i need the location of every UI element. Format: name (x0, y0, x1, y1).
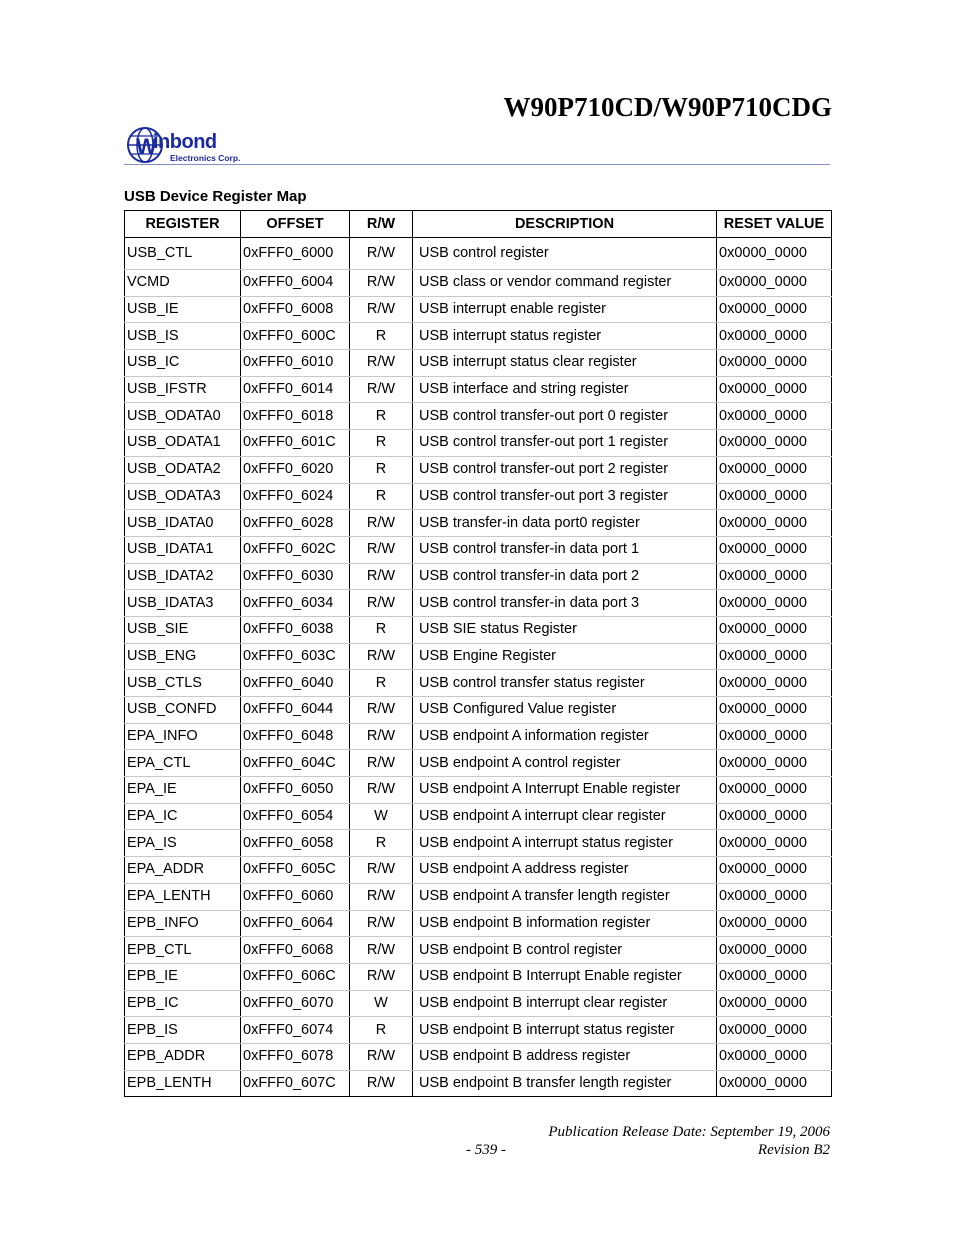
cell-offset: 0xFFF0_6020 (241, 456, 350, 483)
cell-access: R/W (350, 750, 413, 777)
cell-offset: 0xFFF0_6044 (241, 697, 350, 724)
cell-offset: 0xFFF0_6008 (241, 296, 350, 323)
column-header-reset-value: RESET VALUE (717, 211, 832, 238)
cell-description: USB endpoint A control register (413, 750, 717, 777)
table-row (125, 697, 832, 724)
cell-description: USB endpoint A information register (413, 723, 717, 750)
table-row (125, 963, 832, 990)
cell-reset-value: 0x0000_0000 (717, 910, 832, 937)
cell-offset: 0xFFF0_6040 (241, 670, 350, 697)
cell-access: R/W (350, 536, 413, 563)
cell-register-name: USB_SIE (125, 616, 241, 643)
cell-offset: 0xFFF0_6030 (241, 563, 350, 590)
table-row (125, 937, 832, 964)
cell-offset: 0xFFF0_601C (241, 430, 350, 457)
cell-access: R/W (350, 296, 413, 323)
cell-description: USB interrupt status register (413, 323, 717, 350)
cell-reset-value: 0x0000_0000 (717, 697, 832, 724)
logo-letter: W (136, 134, 157, 159)
cell-access: R (350, 430, 413, 457)
cell-register-name: EPB_IE (125, 963, 241, 990)
header-rule (124, 164, 830, 165)
table-row (125, 643, 832, 670)
cell-access: R (350, 456, 413, 483)
page-number: - 539 - (466, 1142, 506, 1158)
cell-description: USB endpoint B interrupt clear register (413, 990, 717, 1017)
cell-description: USB endpoint A transfer length register (413, 883, 717, 910)
table-row (125, 296, 832, 323)
table-row (125, 510, 832, 537)
cell-reset-value: 0x0000_0000 (717, 777, 832, 804)
cell-description: USB endpoint B address register (413, 1043, 717, 1070)
cell-offset: 0xFFF0_605C (241, 857, 350, 884)
cell-description: USB interrupt enable register (413, 296, 717, 323)
cell-reset-value: 0x0000_0000 (717, 883, 832, 910)
cell-register-name: EPB_INFO (125, 910, 241, 937)
cell-register-name: USB_ODATA1 (125, 430, 241, 457)
cell-reset-value: 0x0000_0000 (717, 350, 832, 377)
cell-register-name: USB_IE (125, 296, 241, 323)
cell-reset-value: 0x0000_0000 (717, 1070, 832, 1097)
cell-access: R/W (350, 910, 413, 937)
cell-register-name: USB_ODATA2 (125, 456, 241, 483)
logo-subtitle: Electronics Corp. (170, 153, 241, 163)
cell-register-name: EPA_INFO (125, 723, 241, 750)
table-row (125, 723, 832, 750)
cell-reset-value: 0x0000_0000 (717, 238, 832, 270)
cell-offset: 0xFFF0_602C (241, 536, 350, 563)
cell-offset: 0xFFF0_6000 (241, 238, 350, 270)
cell-description: USB endpoint B Interrupt Enable register (413, 963, 717, 990)
cell-register-name: USB_IDATA0 (125, 510, 241, 537)
cell-access: R/W (350, 963, 413, 990)
cell-register-name: USB_CTLS (125, 670, 241, 697)
cell-register-name: EPB_LENTH (125, 1070, 241, 1097)
table-row (125, 990, 832, 1017)
cell-reset-value: 0x0000_0000 (717, 430, 832, 457)
cell-description: USB SIE status Register (413, 616, 717, 643)
logo-word: inbond (153, 131, 217, 153)
table-row (125, 430, 832, 457)
cell-description: USB interrupt status clear register (413, 350, 717, 377)
cell-register-name: EPB_IS (125, 1017, 241, 1044)
cell-access: R/W (350, 590, 413, 617)
cell-reset-value: 0x0000_0000 (717, 670, 832, 697)
cell-access: W (350, 803, 413, 830)
cell-access: R/W (350, 723, 413, 750)
cell-reset-value: 0x0000_0000 (717, 270, 832, 297)
cell-register-name: EPA_IC (125, 803, 241, 830)
cell-access: R/W (350, 643, 413, 670)
cell-register-name: USB_IDATA3 (125, 590, 241, 617)
cell-register-name: USB_IDATA1 (125, 536, 241, 563)
cell-reset-value: 0x0000_0000 (717, 803, 832, 830)
cell-description: USB control transfer-in data port 2 (413, 563, 717, 590)
table-row (125, 456, 832, 483)
cell-access: R (350, 323, 413, 350)
cell-reset-value: 0x0000_0000 (717, 563, 832, 590)
cell-offset: 0xFFF0_6050 (241, 777, 350, 804)
table-row (125, 883, 832, 910)
cell-description: USB control transfer-out port 3 register (413, 483, 717, 510)
cell-reset-value: 0x0000_0000 (717, 403, 832, 430)
cell-register-name: EPB_IC (125, 990, 241, 1017)
table-row (125, 777, 832, 804)
cell-access: R/W (350, 857, 413, 884)
cell-description: USB endpoint B information register (413, 910, 717, 937)
cell-description: USB endpoint A Interrupt Enable register (413, 777, 717, 804)
table-row (125, 670, 832, 697)
cell-offset: 0xFFF0_604C (241, 750, 350, 777)
cell-register-name: USB_ODATA3 (125, 483, 241, 510)
cell-register-name: VCMD (125, 270, 241, 297)
cell-offset: 0xFFF0_6004 (241, 270, 350, 297)
cell-access: R (350, 616, 413, 643)
cell-description: USB endpoint A interrupt clear register (413, 803, 717, 830)
cell-access: R (350, 670, 413, 697)
cell-description: USB control transfer-out port 2 register (413, 456, 717, 483)
cell-description: USB endpoint B control register (413, 937, 717, 964)
cell-offset: 0xFFF0_6010 (241, 350, 350, 377)
cell-offset: 0xFFF0_6034 (241, 590, 350, 617)
cell-register-name: USB_ODATA0 (125, 403, 241, 430)
cell-access: R (350, 1017, 413, 1044)
cell-description: USB endpoint B transfer length register (413, 1070, 717, 1097)
cell-description: USB class or vendor command register (413, 270, 717, 297)
register-map-table (124, 210, 832, 1097)
cell-offset: 0xFFF0_6054 (241, 803, 350, 830)
cell-reset-value: 0x0000_0000 (717, 1043, 832, 1070)
cell-register-name: USB_IS (125, 323, 241, 350)
cell-description: USB interface and string register (413, 376, 717, 403)
cell-reset-value: 0x0000_0000 (717, 483, 832, 510)
cell-register-name: EPA_CTL (125, 750, 241, 777)
table-row (125, 350, 832, 377)
cell-description: USB endpoint A interrupt status register (413, 830, 717, 857)
cell-access: R/W (350, 510, 413, 537)
cell-offset: 0xFFF0_606C (241, 963, 350, 990)
cell-offset: 0xFFF0_607C (241, 1070, 350, 1097)
cell-offset: 0xFFF0_6070 (241, 990, 350, 1017)
cell-offset: 0xFFF0_6060 (241, 883, 350, 910)
column-header-description: DESCRIPTION (413, 211, 717, 238)
cell-description: USB transfer-in data port0 register (413, 510, 717, 537)
publication-date: Publication Release Date: September 19, 2006 (548, 1124, 830, 1140)
cell-offset: 0xFFF0_6028 (241, 510, 350, 537)
cell-reset-value: 0x0000_0000 (717, 376, 832, 403)
table-row (125, 857, 832, 884)
cell-reset-value: 0x0000_0000 (717, 723, 832, 750)
table-row (125, 1043, 832, 1070)
cell-access: W (350, 990, 413, 1017)
table-row (125, 323, 832, 350)
cell-access: R/W (350, 563, 413, 590)
cell-offset: 0xFFF0_6038 (241, 616, 350, 643)
cell-offset: 0xFFF0_6078 (241, 1043, 350, 1070)
column-header-rw: R/W (350, 211, 413, 238)
cell-reset-value: 0x0000_0000 (717, 643, 832, 670)
cell-access: R/W (350, 937, 413, 964)
cell-reset-value: 0x0000_0000 (717, 963, 832, 990)
cell-offset: 0xFFF0_6058 (241, 830, 350, 857)
cell-description: USB Configured Value register (413, 697, 717, 724)
cell-description: USB control transfer-out port 1 register (413, 430, 717, 457)
cell-access: R (350, 830, 413, 857)
table-row (125, 1017, 832, 1044)
cell-offset: 0xFFF0_6064 (241, 910, 350, 937)
cell-offset: 0xFFF0_6024 (241, 483, 350, 510)
table-row (125, 376, 832, 403)
table-row (125, 910, 832, 937)
cell-access: R/W (350, 238, 413, 270)
table-row (125, 536, 832, 563)
cell-description: USB control transfer-in data port 1 (413, 536, 717, 563)
cell-register-name: EPA_IE (125, 777, 241, 804)
cell-register-name: USB_CONFD (125, 697, 241, 724)
table-row (125, 1070, 832, 1097)
cell-reset-value: 0x0000_0000 (717, 616, 832, 643)
column-header-offset: OFFSET (241, 211, 350, 238)
cell-reset-value: 0x0000_0000 (717, 510, 832, 537)
cell-register-name: EPB_ADDR (125, 1043, 241, 1070)
document-title: W90P710CD/W90P710CDG (503, 92, 832, 122)
table-row (125, 483, 832, 510)
cell-offset: 0xFFF0_603C (241, 643, 350, 670)
cell-access: R (350, 483, 413, 510)
cell-reset-value: 0x0000_0000 (717, 536, 832, 563)
table-row (125, 238, 832, 270)
table-row (125, 750, 832, 777)
cell-offset: 0xFFF0_6018 (241, 403, 350, 430)
cell-reset-value: 0x0000_0000 (717, 990, 832, 1017)
cell-reset-value: 0x0000_0000 (717, 456, 832, 483)
cell-register-name: EPA_LENTH (125, 883, 241, 910)
cell-reset-value: 0x0000_0000 (717, 590, 832, 617)
cell-offset: 0xFFF0_6068 (241, 937, 350, 964)
cell-access: R/W (350, 697, 413, 724)
cell-description: USB control register (413, 238, 717, 270)
cell-offset: 0xFFF0_600C (241, 323, 350, 350)
cell-description: USB Engine Register (413, 643, 717, 670)
cell-offset: 0xFFF0_6048 (241, 723, 350, 750)
cell-register-name: EPA_IS (125, 830, 241, 857)
cell-reset-value: 0x0000_0000 (717, 750, 832, 777)
cell-description: USB control transfer-out port 0 register (413, 403, 717, 430)
cell-register-name: EPA_ADDR (125, 857, 241, 884)
cell-reset-value: 0x0000_0000 (717, 857, 832, 884)
winbond-logo (127, 126, 267, 166)
table-row (125, 803, 832, 830)
cell-description: USB endpoint A address register (413, 857, 717, 884)
cell-description: USB endpoint B interrupt status register (413, 1017, 717, 1044)
cell-access: R/W (350, 777, 413, 804)
cell-reset-value: 0x0000_0000 (717, 1017, 832, 1044)
table-row (125, 563, 832, 590)
table-row (125, 403, 832, 430)
cell-reset-value: 0x0000_0000 (717, 830, 832, 857)
cell-register-name: USB_IC (125, 350, 241, 377)
section-title: USB Device Register Map (124, 188, 307, 205)
cell-access: R (350, 403, 413, 430)
cell-access: R/W (350, 376, 413, 403)
cell-register-name: USB_IFSTR (125, 376, 241, 403)
cell-reset-value: 0x0000_0000 (717, 323, 832, 350)
cell-access: R/W (350, 1043, 413, 1070)
table-header-row (125, 211, 832, 238)
cell-register-name: USB_ENG (125, 643, 241, 670)
cell-description: USB control transfer status register (413, 670, 717, 697)
cell-register-name: USB_CTL (125, 238, 241, 270)
table-row (125, 590, 832, 617)
cell-reset-value: 0x0000_0000 (717, 296, 832, 323)
cell-register-name: EPB_CTL (125, 937, 241, 964)
table-row (125, 270, 832, 297)
table-row (125, 830, 832, 857)
cell-offset: 0xFFF0_6014 (241, 376, 350, 403)
cell-description: USB control transfer-in data port 3 (413, 590, 717, 617)
column-header-register: REGISTER (125, 211, 241, 238)
cell-reset-value: 0x0000_0000 (717, 937, 832, 964)
revision: Revision B2 (757, 1142, 830, 1158)
cell-access: R/W (350, 1070, 413, 1097)
cell-offset: 0xFFF0_6074 (241, 1017, 350, 1044)
table-row (125, 616, 832, 643)
cell-access: R/W (350, 883, 413, 910)
table-body (125, 238, 832, 1097)
cell-register-name: USB_IDATA2 (125, 563, 241, 590)
cell-access: R/W (350, 270, 413, 297)
cell-access: R/W (350, 350, 413, 377)
